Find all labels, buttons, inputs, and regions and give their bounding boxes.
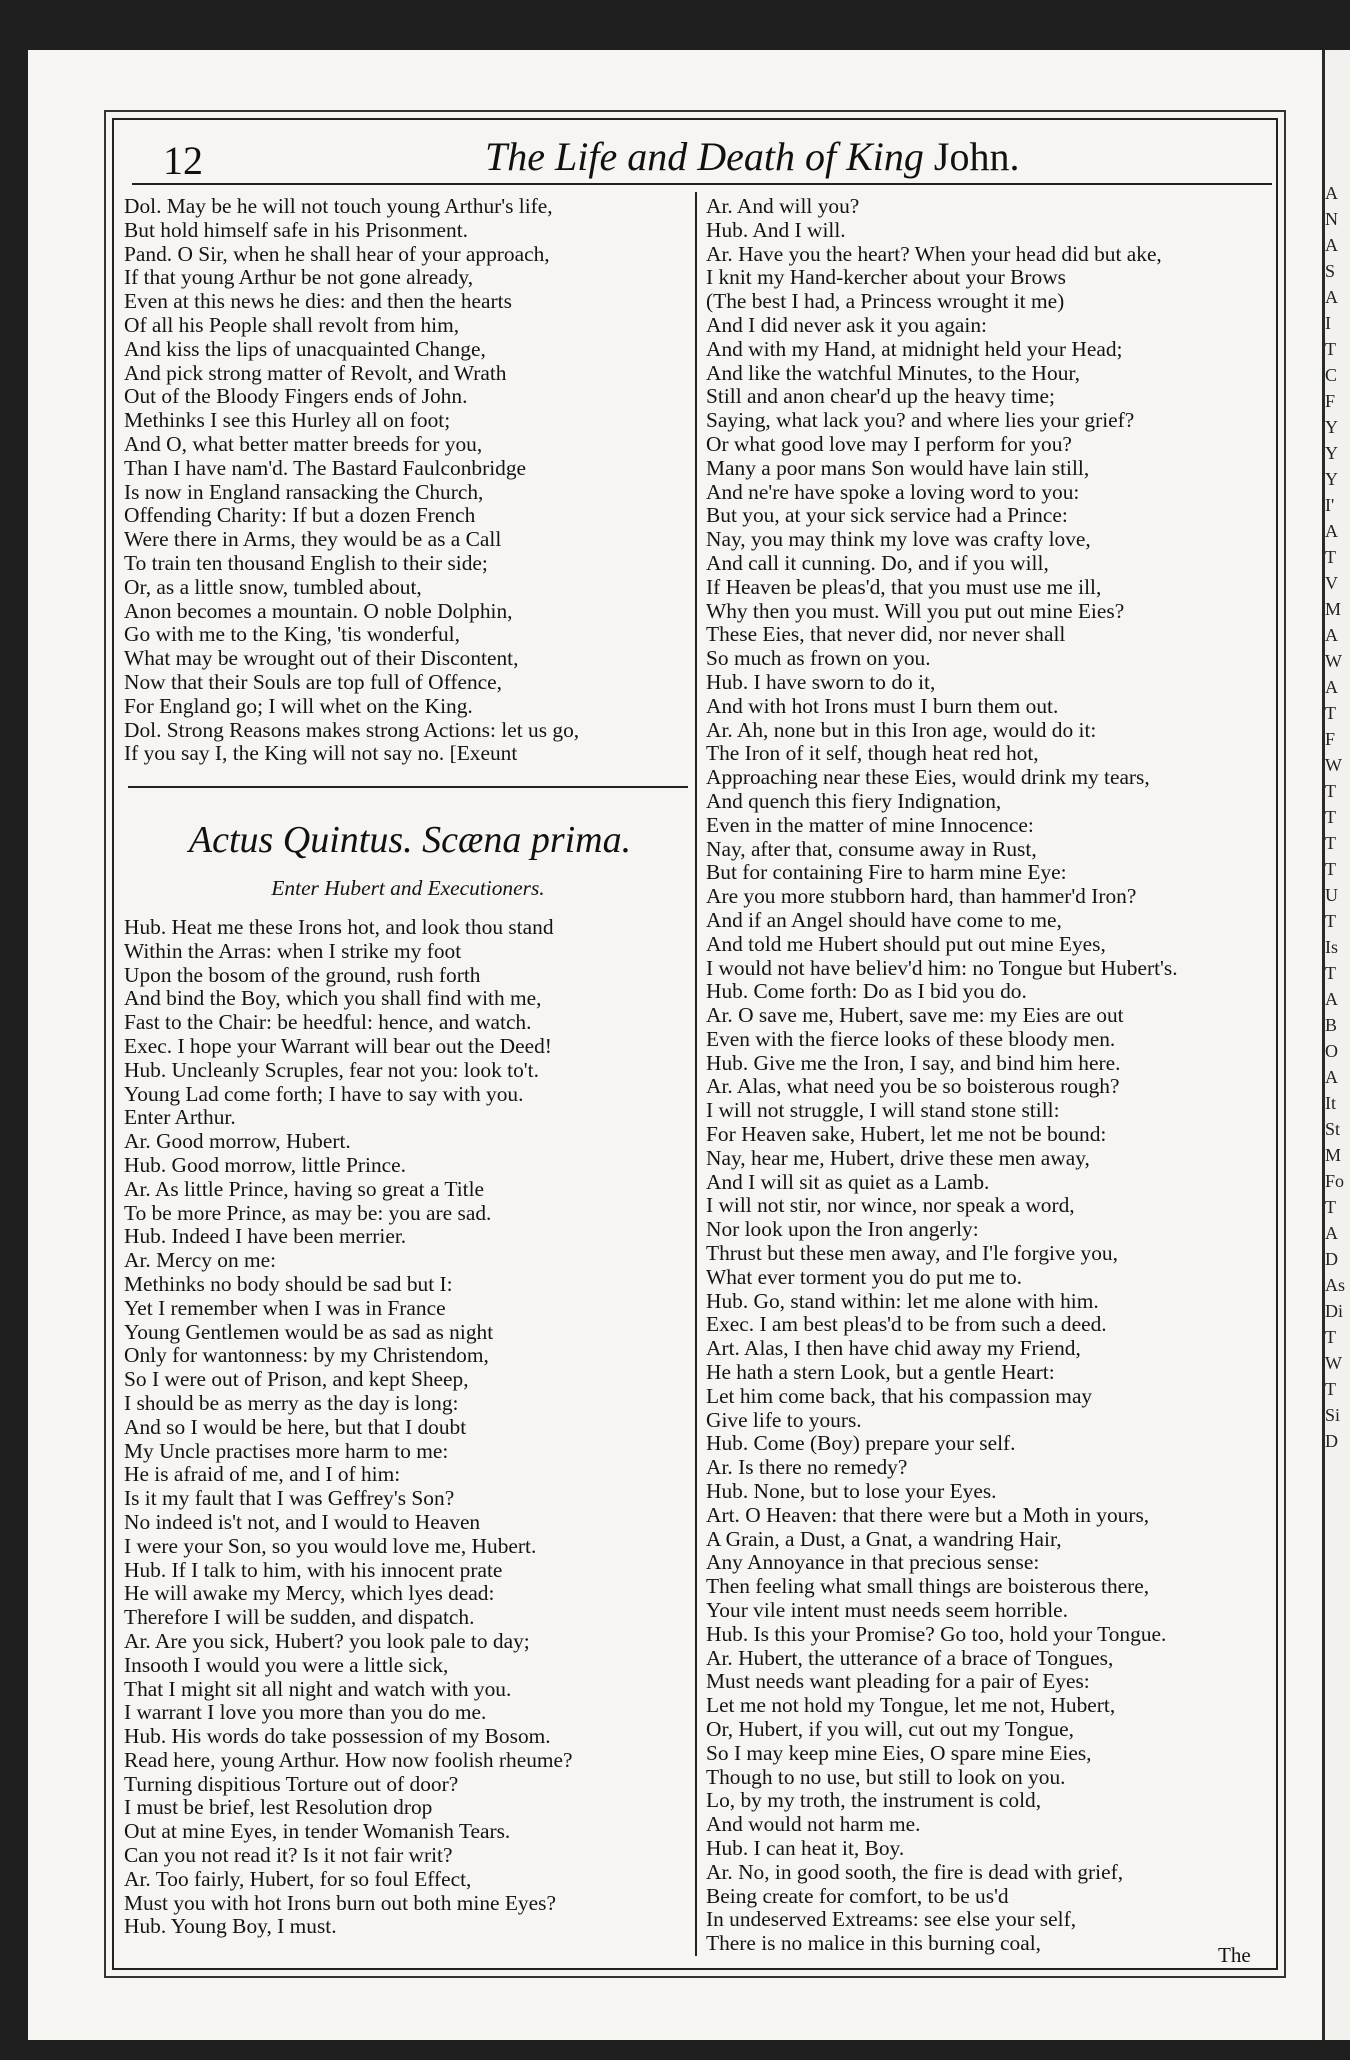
text-line: Is now in England ransacking the Church, [124,479,484,504]
text-line: No indeed is't not, and I would to Heaven [124,1509,481,1534]
running-header [135,127,1260,185]
text-line: Pand. O Sir, when he shall hear of your approach, [124,241,550,266]
edge-fragment: T [1325,1327,1336,1347]
edge-fragment: T [1325,1379,1336,1399]
text-line: I knit my Hand-kercher about your Brows [706,265,1066,290]
text-line: I would not have believ'd him: no Tongue but Hubert's. [706,955,1178,980]
left-column-top [124,195,684,766]
text-line: Ar. Alas, what need you be so boisterous rough? [706,1074,1120,1099]
text-line: Hub. Good morrow, little Prince. [124,1152,406,1177]
text-line: What may be wrought out of their Discontent, [124,646,519,671]
text-line: Ar. Have you the heart? When your head did but ake, [706,241,1162,266]
text-line: And kiss the lips of unacquainted Change, [124,336,486,361]
column-divider [695,192,697,1956]
edge-fragment: A [1325,287,1338,307]
text-line: I warrant I love you more than you do me. [124,1700,487,1725]
running-title [485,133,1019,180]
edge-fragment: N [1325,209,1338,229]
page-number: 12 [163,138,203,183]
text-line: I must be brief, lest Resolution drop [124,1795,433,1820]
text-line: Though to no use, but still to look on you. [706,1764,1066,1789]
text-line: And I did never ask it you again: [706,312,987,337]
text-line: (The best I had, a Princess wrought it me) [706,289,1065,314]
text-line: To be more Prince, as may be: you are sad. [124,1200,492,1225]
text-line: Nor look upon the Iron angerly: [706,1217,979,1242]
text-line: Saying, what lack you? and where lies your grief? [706,408,1135,433]
text-line: Ar. Mercy on me: [124,1248,277,1273]
text-line: For England go; I will whet on the King. [124,693,473,718]
text-line: In undeserved Extreams: see else your self, [706,1907,1077,1932]
text-line: Any Annoyance in that precious sense: [706,1550,1040,1575]
text-line: If that young Arthur be not gone already, [124,265,474,290]
edge-fragment: A [1325,1223,1338,1243]
text-line: Lo, by my troth, the instrument is cold, [706,1788,1042,1813]
text-line: Hub. I can heat it, Boy. [706,1835,905,1860]
text-line: Must needs want pleading for a pair of Eyes: [706,1669,1090,1694]
running-title-prefix: The Life and Death of King [485,134,924,179]
text-line: Ar. And will you? [706,194,860,218]
text-line: Let him come back, that his compassion may [706,1383,1093,1408]
text-line: What ever torment you do put me to. [706,1264,1023,1289]
text-line: To train ten thousand English to their side; [124,550,488,575]
edge-fragment: O [1325,1041,1338,1061]
edge-fragment: As [1325,1275,1346,1295]
edge-fragment: Is [1325,937,1338,957]
text-line: A Grain, a Dust, a Gnat, a wandring Hair, [706,1526,1062,1551]
text-line: Many a poor mans Son would have lain still, [706,455,1090,480]
text-line: Hub. Go, stand within: let me alone with him. [706,1288,1099,1313]
text-line: Read here, young Arthur. How now foolish rheume? [124,1747,573,1772]
text-line: Out at mine Eyes, in tender Womanish Tears. [124,1819,511,1844]
edge-fragment: W [1325,651,1342,671]
edge-fragment: W [1325,1353,1342,1373]
edge-fragment: T [1325,833,1336,853]
text-line: Dol. May be he will not touch young Arthur's life, [124,194,553,218]
text-line: But hold himself safe in his Prisonment. [124,217,469,242]
text-line: Ar. No, in good sooth, the fire is dead with grief, [706,1859,1124,1884]
edge-fragment: F [1325,391,1336,411]
edge-fragment: T [1325,807,1336,827]
edge-fragment: T [1325,703,1336,723]
edge-fragment: A [1325,235,1338,255]
edge-fragment: I [1325,313,1331,333]
text-line: Art. O Heaven: that there were but a Moth in yours, [706,1502,1150,1527]
text-line: Nay, after that, consume away in Rust, [706,836,1037,861]
text-line: If Heaven be pleas'd, that you must use me ill, [706,574,1102,599]
text-line: Ar. Hubert, the utterance of a brace of Tongues, [706,1645,1114,1670]
text-line: Even at this news he dies: and then the hearts [124,289,512,314]
text-line: Your vile intent must needs seem horrible. [706,1598,1069,1623]
edge-fragment: A [1325,183,1338,203]
text-line: Or what good love may I perform for you? [706,431,1072,456]
text-line: Even with the fierce looks of these bloody men. [706,1026,1116,1051]
header-rule [132,183,1272,185]
text-line: Fast to the Chair: be heedful: hence, and watch. [124,1010,532,1035]
text-line: Yet I remember when I was in France [124,1295,446,1320]
text-line: Than I have nam'd. The Bastard Faulconbridge [124,455,527,480]
text-line: I will not struggle, I will stand stone still: [706,1098,1060,1123]
text-line: And O, what better matter breeds for you, [124,431,483,456]
text-line: If you say I, the King will not say no. [Exeunt [124,741,518,766]
text-line: Can you not read it? Is it not fair writ? [124,1843,453,1868]
edge-fragment: A [1325,521,1338,541]
text-line: Ar. Ah, none but in this Iron age, would do it: [706,717,1097,742]
edge-fragment: F [1325,729,1336,749]
text-line: And quench this fiery Indignation, [706,788,1002,813]
stage-direction: Enter Hubert and Executioners. [271,876,545,900]
text-line: I should be as merry as the day is long: [124,1390,459,1415]
text-line: Ar. Is there no remedy? [706,1455,908,1480]
text-line: Hub. Give me the Iron, I say, and bind him here. [706,1050,1121,1075]
edge-fragment: C [1325,365,1338,385]
text-line: Hub. Indeed I have been merrier. [124,1224,407,1249]
text-line: Nay, hear me, Hubert, drive these men away, [706,1145,1090,1170]
text-line: Let me not hold my Tongue, let me not, Hubert, [706,1693,1116,1718]
text-line: Dol. Strong Reasons makes strong Actions: let us go, [124,717,580,742]
edge-fragment: W [1325,755,1342,775]
text-line: He will awake my Mercy, which lyes dead: [124,1581,495,1606]
text-line: Therefore I will be sudden, and dispatch. [124,1605,475,1630]
text-line: And ne're have spoke a loving word to you: [706,479,1080,504]
text-line: And with my Hand, at midnight held your Head; [706,336,1123,361]
edge-fragment: Y [1325,417,1338,437]
text-line: Exec. I am best pleas'd to be from such a deed. [706,1312,1107,1337]
text-line: That I might sit all night and watch with you. [124,1676,512,1701]
edge-fragment: T [1325,781,1336,801]
edge-fragment: I' [1325,495,1335,515]
text-line: Upon the bosom of the ground, rush forth [124,962,481,987]
text-line: Enter Arthur. [124,1105,236,1130]
text-line: And bind the Boy, which you shall find with me, [124,986,542,1011]
text-line: Were there in Arms, they would be as a Call [124,527,502,552]
edge-fragment: T [1325,339,1336,359]
text-line: Hub. His words do take possession of my Bosom. [124,1724,551,1749]
text-line: And I will sit as quiet as a Lamb. [706,1169,990,1194]
text-line: Of all his People shall revolt from him, [124,312,460,337]
text-line: Hub. None, but to lose your Eyes. [706,1479,997,1504]
text-line: Even in the matter of mine Innocence: [706,812,1034,837]
text-line: I will not stir, nor wince, nor speak a word, [706,1193,1075,1218]
edge-fragment: T [1325,859,1336,879]
text-line: He is afraid of me, and I of him: [124,1462,401,1487]
edge-fragment: A [1325,989,1338,1009]
text-line: Thrust but these men away, and I'le forgive you, [706,1241,1118,1266]
text-line: Now that their Souls are top full of Offence, [124,669,503,694]
text-line: Give life to yours. [706,1407,862,1432]
text-line: And pick strong matter of Revolt, and Wrath [124,360,507,385]
text-line: Ar. Too fairly, Hubert, for so foul Effect, [124,1866,472,1891]
text-line: Are you more stubborn hard, than hammer'd Iron? [706,884,1137,909]
catchword: The [1218,1943,1251,1967]
text-line: Approaching near these Eies, would drink my tears, [706,765,1150,790]
text-line: Hub. Come (Boy) prepare your self. [706,1431,1016,1456]
right-column [706,195,1266,1956]
edge-fragment: A [1325,625,1338,645]
text-line: Hub. Come forth: Do as I bid you do. [706,979,1027,1004]
text-line: Ar. O save me, Hubert, save me: my Eies are out [706,1003,1124,1028]
running-title-name: John. [933,134,1020,179]
edge-fragment: A [1325,1067,1338,1087]
text-line: Young Lad come forth; I have to say with you. [124,1081,524,1106]
text-line: Offending Charity: If but a dozen French [124,503,476,528]
text-line: Go with me to the King, 'tis wonderful, [124,622,460,647]
edge-fragment: T [1325,547,1336,567]
act-separator-rule [128,786,688,788]
text-line: Turning dispitious Torture out of door? [124,1771,459,1796]
text-line: Nay, you may think my love was crafty love, [706,527,1091,552]
edge-fragment: Fo [1325,1171,1345,1191]
text-line: Young Gentlemen would be as sad as night [124,1319,494,1344]
edge-fragment: T [1325,1197,1336,1217]
text-line: Hub. And I will. [706,217,846,242]
text-line: For Heaven sake, Hubert, let me not be bound: [706,1122,1107,1147]
text-line: Or, Hubert, if you will, cut out my Tongue, [706,1717,1074,1741]
edge-fragment: B [1325,1015,1338,1035]
text-line: Is it my fault that I was Geffrey's Son? [124,1486,455,1511]
edge-fragment: T [1325,963,1336,983]
act-heading: Actus Quintus. Scæna prima. [188,819,632,861]
text-line: Methinks no body should be sad but I: [124,1271,453,1296]
text-line: Then feeling what small things are boisterous there, [706,1574,1150,1599]
text-line: There is no malice in this burning coal, [706,1931,1042,1956]
edge-fragment: M [1325,599,1342,619]
edge-fragment: Y [1325,443,1338,463]
text-line: And if an Angel should have come to me, [706,907,1062,932]
edge-fragment: T [1325,911,1336,931]
edge-fragment: D [1325,1431,1338,1451]
text-line: So much as frown on you. [706,646,931,671]
text-line: Anon becomes a mountain. O noble Dolphin, [124,598,513,623]
text-line: And like the watchful Minutes, to the Hour, [706,360,1081,385]
edge-fragment: A [1325,677,1338,697]
facing-page-fragments [1325,180,1350,1454]
text-line: Out of the Bloody Fingers ends of John. [124,384,468,409]
text-line: But for containing Fire to harm mine Eye: [706,860,1067,885]
text-line: He hath a stern Look, but a gentle Heart: [706,1360,1055,1385]
text-line: Or, as a little snow, tumbled about, [124,574,422,599]
edge-fragment: Di [1325,1301,1343,1321]
text-line: Ar. As little Prince, having so great a Title [124,1176,485,1201]
edge-fragment: It [1325,1093,1336,1113]
text-line: Still and anon chear'd up the heavy time; [706,384,1055,409]
text-line: Only for wantonness: by my Christendom, [124,1343,489,1368]
edge-fragment: V [1325,573,1338,593]
text-line: Hub. Uncleanly Scruples, fear not you: look to't. [124,1057,539,1082]
edge-fragment: D [1325,1249,1338,1269]
text-line: And with hot Irons must I burn them out. [706,693,1059,718]
text-line: Within the Arras: when I strike my foot [124,938,462,963]
text-line: Must you with hot Irons burn out both mine Eyes? [124,1890,556,1915]
text-line: Hub. I have sworn to do it, [706,669,936,694]
text-line: Hub. Heat me these Irons hot, and look thou stand [124,915,554,939]
text-line: Being create for comfort, to be us'd [706,1883,1009,1908]
edge-fragment: Si [1325,1405,1341,1425]
text-line: Ar. Good morrow, Hubert. [124,1129,351,1154]
text-line: The Iron of it self, though heat red hot, [706,741,1039,766]
text-line: So I were out of Prison, and kept Sheep, [124,1367,469,1392]
text-line: Methinks I see this Hurley all on foot; [124,408,451,433]
text-line: And would not harm me. [706,1812,921,1837]
text-line: I were your Son, so you would love me, Hubert. [124,1533,537,1558]
text-line: These Eies, that never did, nor never shall [706,622,1066,647]
text-line: So I may keep mine Eies, O spare mine Eies, [706,1740,1092,1765]
text-line: And told me Hubert should put out mine Eyes, [706,931,1106,956]
text-line: But you, at your sick service had a Prince: [706,503,1068,528]
text-line: My Uncle practises more harm to me: [124,1438,449,1463]
left-column-bottom [124,916,684,1939]
text-line: Ar. Are you sick, Hubert? you look pale to day; [124,1628,530,1653]
edge-fragment: U [1325,885,1338,905]
edge-fragment: M [1325,1145,1342,1165]
text-line: Hub. Is this your Promise? Go too, hold your Tongue. [706,1621,1167,1646]
edge-fragment: S [1325,261,1336,281]
text-line: And so I would be here, but that I doubt [124,1414,467,1439]
text-line: Hub. Young Boy, I must. [124,1914,337,1939]
text-line: And call it cunning. Do, and if you will, [706,550,1049,575]
text-line: Hub. If I talk to him, with his innocent prate [124,1557,503,1582]
text-line: Why then you must. Will you put out mine Eies? [706,598,1125,623]
edge-fragment: St [1325,1119,1341,1139]
text-line: Insooth I would you were a little sick, [124,1652,449,1677]
edge-fragment: Y [1325,469,1338,489]
text-line: Art. Alas, I then have chid away my Friend, [706,1336,1081,1361]
text-line: Exec. I hope your Warrant will bear out the Deed! [124,1033,552,1058]
